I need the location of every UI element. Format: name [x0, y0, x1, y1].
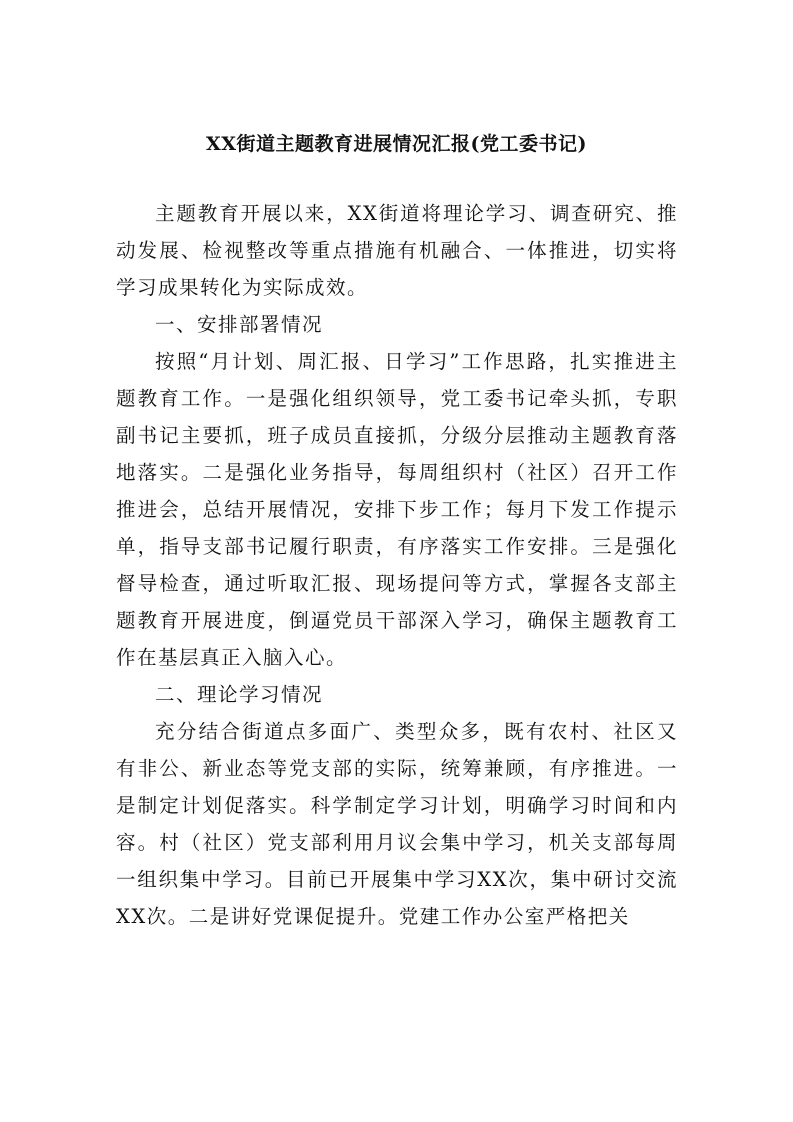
- section-heading-theory-study: 二、理论学习情况: [155, 683, 324, 706]
- section-heading-deployment: 一、安排部署情况: [155, 313, 324, 336]
- document-body: [116, 195, 678, 935]
- document-title: XX街道主题教育进展情况汇报(党工委书记): [206, 133, 587, 155]
- section-paragraph-theory-study: 充分结合街道点多面广、类型众多，既有农村、社区又有非公、新业态等党支部的实际，统筹兼顾，有序推进。一是制定计划促落实。科学制定学习计划，明确学习时间和内容。村（社区）党支部利用月议会集中学习，机关支部每周一组织集中学习。目前已开展集中学习XX次，集中研讨交流XX次。二是讲好党课促提升。党建工作办公室严格把关: [116, 720, 678, 928]
- intro-paragraph: 主题教育开展以来，XX街道将理论学习、调查研究、推动发展、检视整改等重点措施有机融合、一体推进，切实将学习成果转化为实际成效。: [116, 202, 678, 299]
- section-paragraph-deployment: 按照“月计划、周汇报、日学习”工作思路，扎实推进主题教育工作。一是强化组织领导，党工委书记牵头抓，专职副书记主要抓，班子成员直接抓，分级分层推动主题教育落地落实。二是强化业务指导，每周组织村（社区）召开工作推进会，总结开展情况，安排下步工作；每月下发工作提示单，指导支部书记履行职责，有序落实工作安排。三是强化督导检查，通过听取汇报、现场提问等方式，掌握各支部主题教育开展进度，倒逼党员干部深入学习，确保主题教育工作在基层真正入脑入心。: [116, 350, 678, 669]
